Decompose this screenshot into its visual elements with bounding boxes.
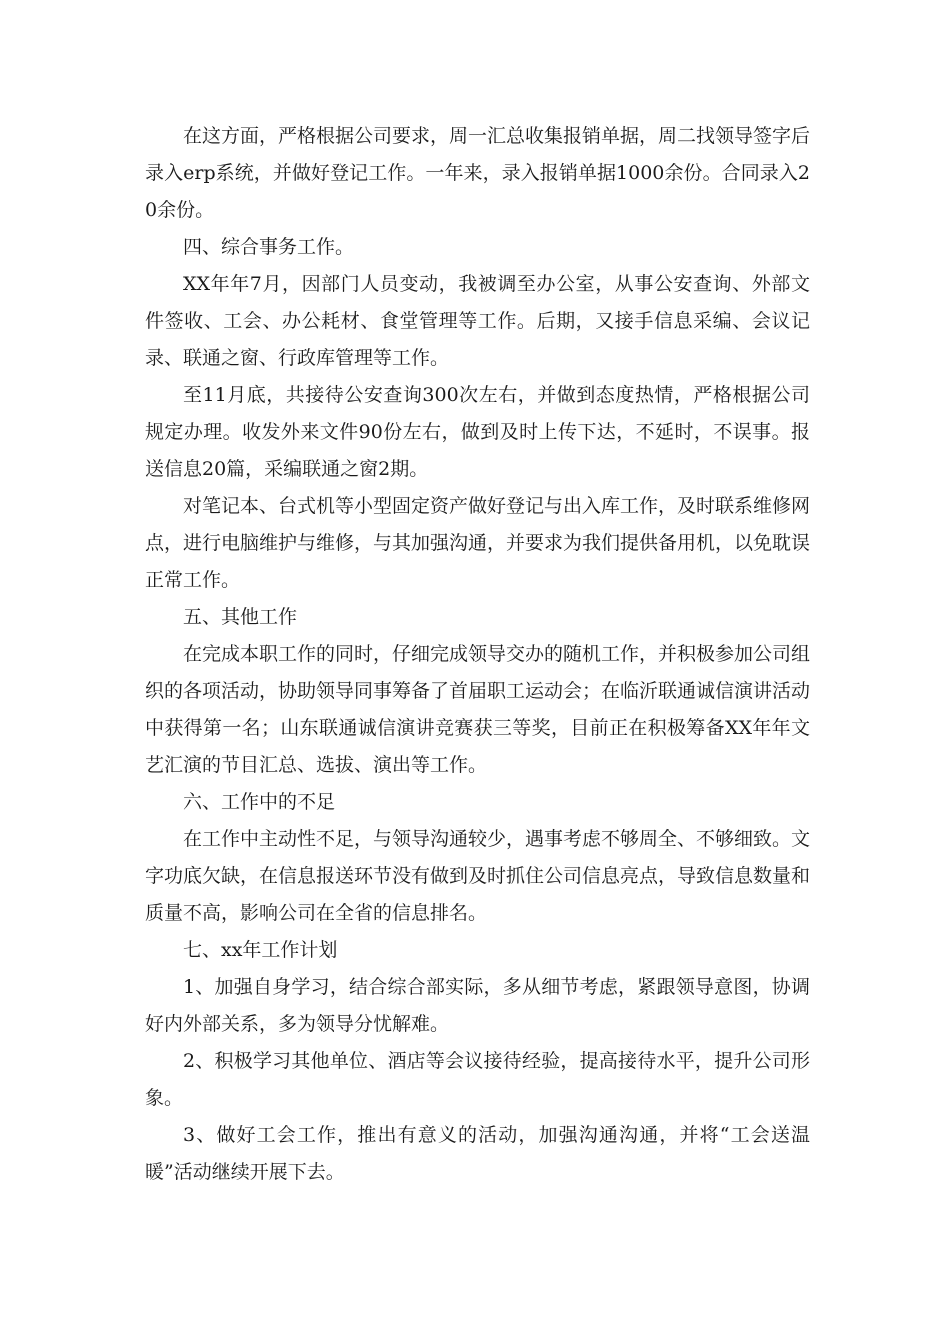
paragraph-asset-management: 对笔记本、台式机等小型固定资产做好登记与出入库工作，及时联系维修网点，进行电脑维护与维修，与其加强沟通，并要求为我们提供备用机，以免耽误正常工作。 (145, 495, 811, 591)
paragraph-work-statistics: 至11月底，共接待公安查询300次左右，并做到态度热情，严格根据公司规定办理。收发外来文件90份左右，做到及时上传下达，不延时，不误事。报送信息20篇，采编联通之窗2期。 (145, 384, 810, 480)
plan-item-2: 2、积极学习其他单位、酒店等会议接待经验，提高接待水平，提升公司形象。 (145, 1050, 810, 1109)
section-heading-other-work: 五、其他工作 (183, 606, 298, 628)
section-heading-shortcomings: 六、工作中的不足 (183, 791, 336, 813)
paragraph-shortcomings: 在工作中主动性不足，与领导沟通较少，遇事考虑不够周全、不够细致。文字功底欠缺，在信息报送环节没有做到及时抓住公司信息亮点，导致信息数量和质量不高，影响公司在全省的信息排名。 (145, 828, 811, 924)
paragraph-other-work: 在完成本职工作的同时，仔细完成领导交办的随机工作，并积极参加公司组织的各项活动，协助领导同事筹备了首届职工运动会；在临沂联通诚信演讲活动中获得第一名；山东联通诚信演讲竞赛获三等奖，目前正在积极筹备XX年年文艺汇演的节目汇总、选拔、演出等工作。 (145, 643, 811, 776)
section-heading-work-plan: 七、xx年工作计划 (183, 939, 338, 961)
section-heading-general-affairs: 四、综合事务工作。 (183, 236, 355, 258)
document-body (145, 118, 810, 1191)
paragraph-data-entry: 在这方面，严格根据公司要求，周一汇总收集报销单据，周二找领导签字后录入erp系统，并做好登记工作。一年来，录入报销单据1000余份。合同录入20余份。 (145, 125, 811, 221)
paragraph-job-transfer: XX年年7月，因部门人员变动，我被调至办公室，从事公安查询、外部文件签收、工会、办公耗材、食堂管理等工作。后期，又接手信息采编、会议记录、联通之窗、行政库管理等工作。 (145, 273, 810, 369)
plan-item-1: 1、加强自身学习，结合综合部实际，多从细节考虑，紧跟领导意图，协调好内外部关系，多为领导分忧解难。 (145, 976, 810, 1035)
plan-item-3: 3、做好工会工作，推出有意义的活动，加强沟通沟通，并将“工会送温暖”活动继续开展下去。 (145, 1124, 810, 1183)
